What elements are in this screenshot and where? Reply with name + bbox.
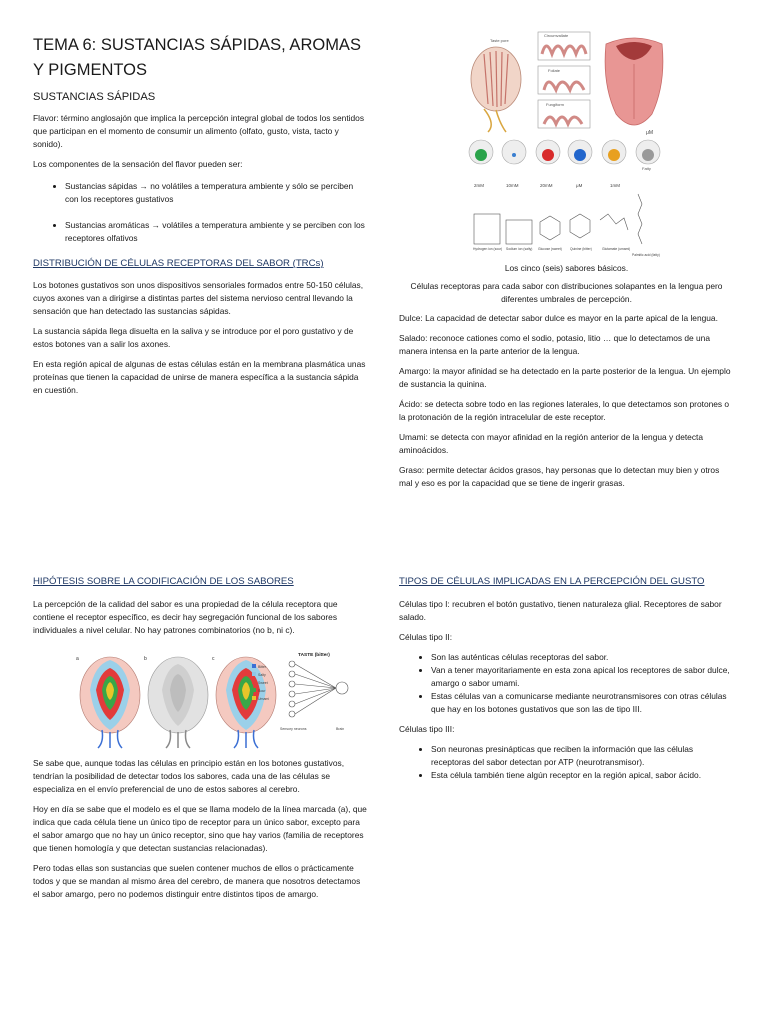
taste-item-acido: Ácido: se detecta sobre todo en las regiones laterales, lo que detectamos son protones o la protonación de la región intracelular de este receptor. xyxy=(399,399,730,422)
taste-item-dulce: Dulce: La capacidad de detectar sabor dulce es mayor en la parte apical de la lengua. xyxy=(399,313,718,323)
fig-label-taste-pore: Taste pore xyxy=(490,38,509,43)
flavor-components-intro: Los componentes de la sensación del flavor pueden ser: xyxy=(33,159,243,169)
fig-label-conc: 20mM xyxy=(540,183,553,188)
coding-hypothesis-figure xyxy=(74,650,364,750)
fig-label-fungiform: Fungiform xyxy=(546,102,565,107)
paragraph: Pero todas ellas son sustancias que suelen contener muchos de ellos o prácticamente todos y que se mandan al mismo área del cerebro, de manera que nosotros detectamos el sabor amargo, pero no podemos distinguir entre distintos tipos de amargo. xyxy=(33,863,361,899)
taste-item-umami: Umami: se detecta con mayor afinidad en la región anterior de la lengua y detecta aminoácidos. xyxy=(399,432,704,455)
fig-label-foliate: Foliate xyxy=(548,68,561,73)
taste-bitter-label: TASTE (bitter) xyxy=(298,653,330,658)
paragraph-type2: Células tipo II: xyxy=(399,632,453,642)
legend-item: Bitter xyxy=(258,665,267,669)
paragraph: La sustancia sápida llega disuelta en la saliva y se introduce por el poro gustativo y de estos botones van a salir los axones. xyxy=(33,326,354,349)
fig-label-conc: 1mM xyxy=(610,183,620,188)
fig-label-molecule: Glutamate (umami) xyxy=(602,247,631,251)
flavor-components-list xyxy=(33,180,368,245)
fig-label-molecule: Palmitic acid (fatty) xyxy=(632,253,660,257)
svg-text:a: a xyxy=(76,656,79,662)
svg-text:b: b xyxy=(144,656,147,662)
fig-label-conc: 10mM xyxy=(506,183,519,188)
paragraph: Células receptoras para cada sabor con distribuciones solapantes en la lengua pero diferentes umbrales de percepción. xyxy=(410,281,723,304)
list-item: • Son las auténticas células receptoras del sabor. xyxy=(431,651,734,664)
section-heading-tipos: TIPOS DE CÉLULAS IMPLICADAS EN LA PERCEPCIÓN DEL GUSTO xyxy=(399,576,705,587)
paragraph: Hoy en día se sabe que el modelo es el que se llama modelo de la línea marcada (a), que indica que cada célula tiene un único tipo de receptor para un único sabor, excepto para el sabor amargo que no hay un único receptor, sino que hay varios (familia de receptores que tienen homología y que detectan sustancias relacionadas). xyxy=(33,804,367,853)
fig-label-fatty: Fatty xyxy=(642,166,651,171)
papillae-panels xyxy=(538,32,590,128)
list-item: • Sustancias sápidas → no volátiles a temperatura ambiente y sólo se perciben con los receptores gustativos xyxy=(65,180,368,206)
flavor-definition: Flavor: término anglosajón que implica la percepción integral global de todos los sentidos que participan en el momento de consumir un alimento (olfato, gusto, vista, tacto y sonido). xyxy=(33,113,365,149)
paragraph: Se sabe que, aunque todas las células en principio están en los botones gustativos, tendrían la posibilidad de detectar todos los sabores, cada una de las células se especializa en el envío preferencial de uno de estos sabores al cerebro. xyxy=(33,758,345,794)
paragraph-type1: Células tipo I: recubren el botón gustativo, tienen naturaleza glial. Receptores de sabor salado. xyxy=(399,599,722,622)
list-item: • Son neuronas presinápticas que reciben la información que las células receptoras del sabor detectan por ATP (neurotransmisor). xyxy=(431,743,734,769)
figure-caption: Los cinco (seis) sabores básicos. xyxy=(504,263,629,273)
sensory-neurons-label: Sensory neurons xyxy=(280,727,307,731)
paragraph-type3: Células tipo III: xyxy=(399,724,455,734)
legend-item: Sweet xyxy=(258,681,268,685)
type2-list xyxy=(399,651,734,716)
taste-item-amargo: Amargo: la mayor afinidad se ha detectado en la parte posterior de la lengua. Un ejemplo de sustancia la quinina. xyxy=(399,366,731,389)
list-item: • Estas células van a comunicarse mediante neurotransmisores con otras células que hay en los botones gustativos que son las de tipo III. xyxy=(431,690,734,716)
basic-tastes-figure xyxy=(466,24,670,260)
list-item: • Esta célula también tiene algún receptor en la región apical, sabor ácido. xyxy=(431,769,734,782)
page-title: TEMA 6: SUSTANCIAS SÁPIDAS, AROMAS Y PIGMENTOS xyxy=(33,36,361,79)
fig-label-conc: 2mM xyxy=(474,183,484,188)
type3-list xyxy=(399,743,734,782)
taste-item-graso: Graso: permite detectar ácidos grasos, hay personas que lo detectan muy bien y otros mal y eso es por la capacidad que se tiene de ingerir grasas. xyxy=(399,465,720,488)
svg-text:c: c xyxy=(212,656,215,662)
legend-item: Sour xyxy=(258,689,266,693)
list-item: • Sustancias aromáticas → volátiles a temperatura ambiente y se perciben con los receptores olfativos xyxy=(65,219,368,245)
brain-label: Brain xyxy=(336,727,345,731)
section-heading-sustancias: SUSTANCIAS SÁPIDAS xyxy=(33,91,156,103)
legend-item: Salty xyxy=(258,673,266,677)
fig-label-molecule: Sodium ion (salty) xyxy=(506,247,533,251)
fig-label-molecule: Glucose (sweet) xyxy=(538,247,562,251)
fig-label-um: μM xyxy=(646,130,654,136)
list-item: • Van a tener mayoritariamente en esta zona apical los receptores de sabor dulce, amargo o sabor umami. xyxy=(431,664,734,690)
paragraph: La percepción de la calidad del sabor es una propiedad de la célula receptora que contiene el receptor específico, es decir hay segregación funcional de los sabores individuales a nivel celular. No hay patrones combinatorios (no b, ni c). xyxy=(33,599,338,635)
paragraph: Los botones gustativos son unos dispositivos sensoriales formados entre 50-150 células, cuyos axones van a dirigirse a distintas partes del sistema nervioso central llevando la sensación que han detectado las sustancias sápidas. xyxy=(33,280,364,316)
fig-label-conc: μM xyxy=(576,183,583,188)
taste-item-salado: Salado: reconoce cationes como el sodio, potasio, litio … que lo detectamos de una manera intensa en la parte anterior de la lengua. xyxy=(399,333,710,356)
section-heading-hipotesis: HIPÓTESIS SOBRE LA CODIFICACIÓN DE LOS SABORES xyxy=(33,576,294,587)
fig-label-molecule: Quinine (bitter) xyxy=(570,247,592,251)
fig-label-circumvallate: Circumvallate xyxy=(544,33,569,38)
section-heading-distribucion: DISTRIBUCIÓN DE CÉLULAS RECEPTORAS DEL SABOR (TRCs) xyxy=(33,258,324,269)
legend-item: Umami xyxy=(258,697,270,701)
paragraph: En esta región apical de algunas de estas células están en la membrana plasmática unas proteínas que tienen la capacidad de unirse de manera específica a la sustancia sápida en cuestión. xyxy=(33,359,366,395)
fig-label-molecule: Hydrogen ion (sour) xyxy=(473,247,503,251)
